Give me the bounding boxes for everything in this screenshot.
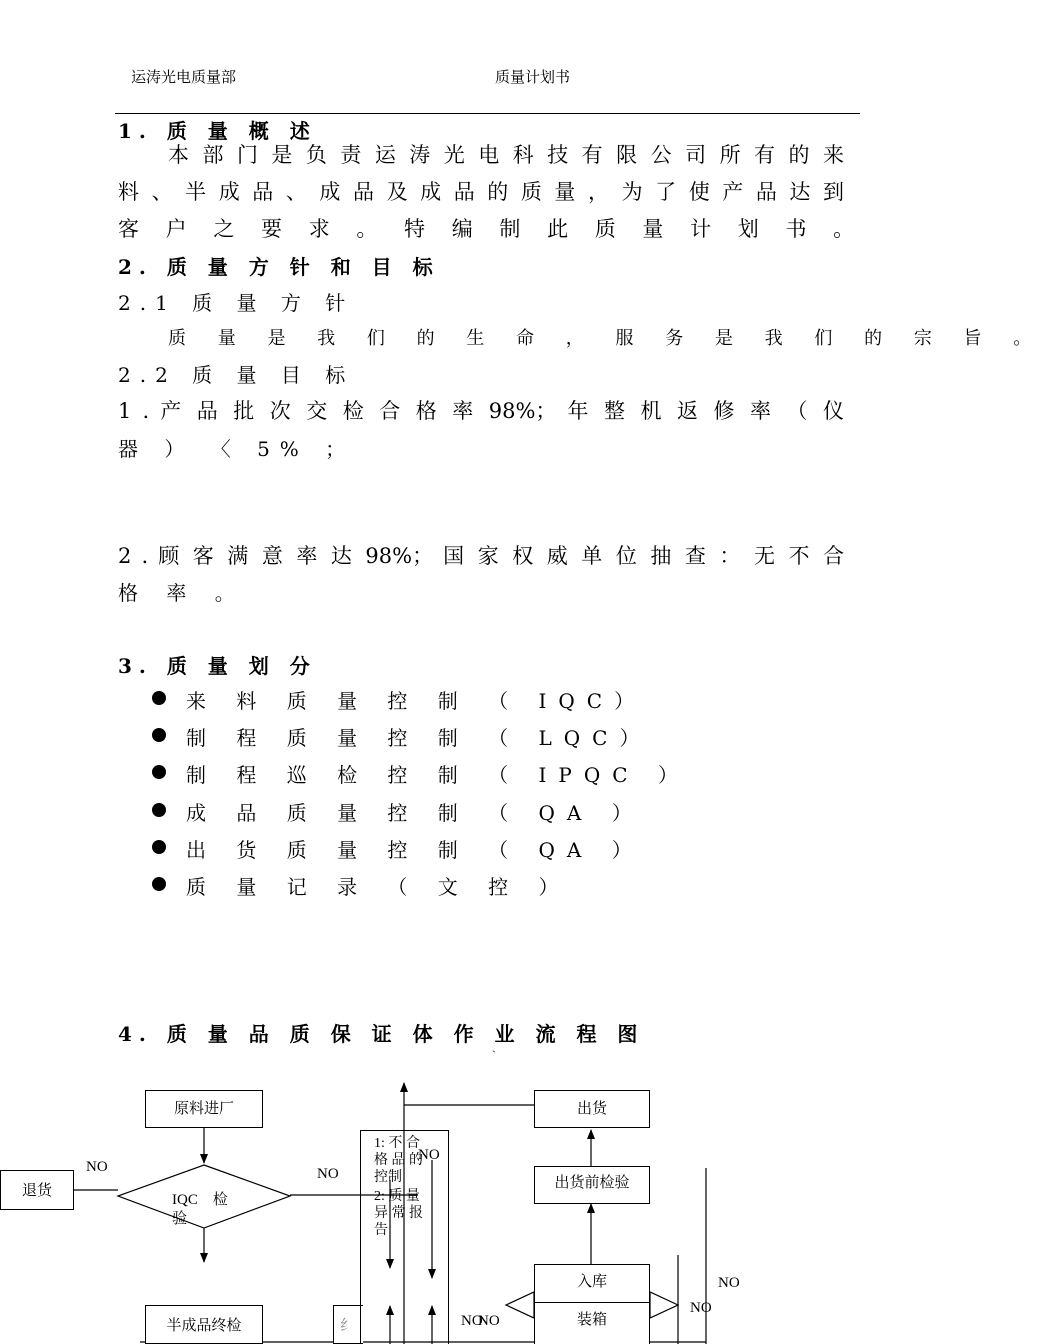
section-2-1-text: 质 量 是 我 们 的 生 命 ， 服 务 是 我 们 的 宗 旨 。 — [168, 328, 1044, 349]
flow-shipping: 出货 — [534, 1090, 650, 1128]
bullet-icon — [152, 691, 166, 705]
flow-raw-material-in: 原料进厂 — [145, 1090, 263, 1128]
flow-control-line-5: 异 常 报 — [374, 1206, 423, 1221]
flow-iqc-label-1: IQC 检 — [172, 1192, 228, 1208]
stray-tick-mark: ` — [492, 1048, 496, 1062]
bullet-icon — [152, 877, 166, 891]
list-item-qa-product: 成 品 质 量 控 制 （ QA ） — [186, 801, 644, 825]
flow-no-label-return: NO — [86, 1159, 108, 1175]
section-2-1-title: 2.1 质 量 方 针 — [118, 291, 355, 315]
flow-packing: 装箱 — [534, 1302, 650, 1344]
flow-control-line-2: 格 品 的 — [374, 1153, 423, 1168]
list-item-ipqc: 制 程 巡 检 控 制 （ IPQC ） — [186, 763, 690, 787]
flow-control-line-4: 2: 质 量 — [374, 1189, 420, 1204]
section-2-2-title: 2.2 质 量 目 标 — [118, 363, 355, 387]
header-department: 运涛光电质量部 — [131, 68, 237, 86]
flow-control-line-3: 控制 — [374, 1170, 402, 1185]
section-4-title: 4. 质 量 品 质 保 证 体 作 业 流 程 图 — [118, 1022, 645, 1046]
flow-pre-shipping-inspection: 出货前检验 — [534, 1166, 650, 1204]
list-item-iqc: 来 料 质 量 控 制 （ IQC） — [186, 689, 647, 713]
goal-1-line-1: 1 . 产 品 批 次 交 检 合 格 率 98%； 年 整 机 返 修 率 （ 仪 — [118, 399, 844, 423]
flow-no-label-bottom-a: NO — [461, 1313, 483, 1329]
header-rule — [115, 113, 860, 114]
flow-control-line-1: 1: 不 合 — [374, 1136, 420, 1151]
flow-warehousing: 入库 — [534, 1264, 650, 1304]
flowchart-connectors — [0, 1050, 950, 1344]
goal-2-line-2: 格 率 。 — [118, 581, 246, 605]
flow-return-goods: 退货 — [0, 1170, 74, 1210]
header-document-title: 质量计划书 — [495, 68, 571, 86]
goal-2-line-1: 2 . 顾 客 满 意 率 达 98%； 国 家 权 威 单 位 抽 查 ： 无 不 合 — [118, 544, 844, 568]
section-3-title: 3. 质 量 划 分 — [118, 654, 317, 678]
bullet-icon — [152, 840, 166, 854]
flow-no-label-right-a: NO — [718, 1275, 740, 1291]
bullet-icon — [152, 765, 166, 779]
list-item-records: 质 量 记 录 （ 文 控 ） — [186, 875, 571, 899]
section-1-line-2: 料 、 半 成 品 、 成 品 及 成 品 的 质 量 ， 为 了 使 产 品 达 到 — [118, 180, 844, 204]
bullet-icon — [152, 728, 166, 742]
list-item-lqc: 制 程 质 量 控 制 （ LQC） — [186, 726, 652, 750]
list-item-qa-shipping: 出 货 质 量 控 制 （ QA ） — [186, 838, 644, 862]
flow-partial-box: 纟 — [333, 1305, 363, 1344]
section-1-line-3: 客 户 之 要 求 。 特 编 制 此 质 量 计 划 书 。 — [118, 217, 865, 241]
section-1-title: 1. 质 量 概 述 — [118, 119, 317, 143]
flow-control-line-6: 告 — [374, 1223, 388, 1238]
flow-no-label-control: NO — [418, 1147, 440, 1163]
flow-no-label-bottom-b: NO — [478, 1313, 500, 1329]
section-1-line-1: 本 部 门 是 负 责 运 涛 光 电 科 技 有 限 公 司 所 有 的 来 — [168, 143, 844, 167]
flow-no-label-right-b: NO — [690, 1300, 712, 1316]
flow-semi-finished-final-check: 半成品终检 — [145, 1305, 263, 1344]
section-2-title: 2. 质 量 方 针 和 目 标 — [118, 255, 440, 279]
bullet-icon — [152, 803, 166, 817]
flow-no-label-iqc: NO — [317, 1166, 339, 1182]
flow-iqc-label-2: 验 — [172, 1211, 188, 1227]
goal-1-line-2: 器 ） 〈 5% ； — [118, 437, 356, 461]
